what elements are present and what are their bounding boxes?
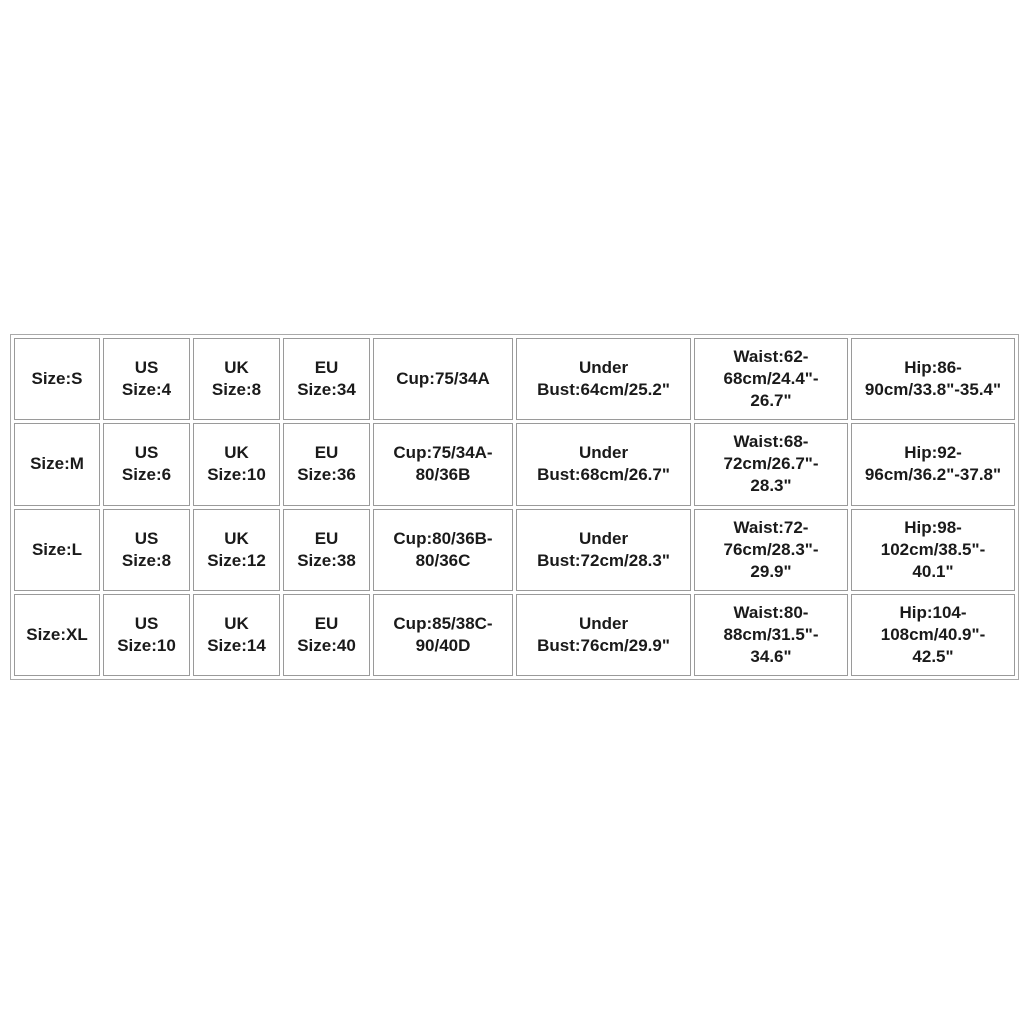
uk-size-cell: UK Size:8 — [193, 338, 280, 420]
table-row — [14, 423, 1015, 505]
cup-cell: Cup:75/34A- 80/36B — [373, 423, 513, 505]
under-bust-cell: Under Bust:68cm/26.7" — [516, 423, 691, 505]
hip-cell: Hip:86- 90cm/33.8"-35.4" — [851, 338, 1015, 420]
under-bust-cell: Under Bust:64cm/25.2" — [516, 338, 691, 420]
table-row — [14, 338, 1015, 420]
under-bust-cell: Under Bust:72cm/28.3" — [516, 509, 691, 591]
us-size-cell: US Size:6 — [103, 423, 190, 505]
size-label-cell: Size:S — [14, 338, 100, 420]
eu-size-cell: EU Size:40 — [283, 594, 370, 676]
uk-size-cell: UK Size:14 — [193, 594, 280, 676]
cup-cell: Cup:75/34A — [373, 338, 513, 420]
size-label-cell: Size:XL — [14, 594, 100, 676]
us-size-cell: US Size:4 — [103, 338, 190, 420]
size-label-cell: Size:M — [14, 423, 100, 505]
eu-size-cell: EU Size:38 — [283, 509, 370, 591]
hip-cell: Hip:92- 96cm/36.2"-37.8" — [851, 423, 1015, 505]
uk-size-cell: UK Size:10 — [193, 423, 280, 505]
waist-cell: Waist:72- 76cm/28.3"- 29.9" — [694, 509, 848, 591]
waist-cell: Waist:80- 88cm/31.5"- 34.6" — [694, 594, 848, 676]
us-size-cell: US Size:10 — [103, 594, 190, 676]
under-bust-cell: Under Bust:76cm/29.9" — [516, 594, 691, 676]
cup-cell: Cup:80/36B- 80/36C — [373, 509, 513, 591]
hip-cell: Hip:104- 108cm/40.9"- 42.5" — [851, 594, 1015, 676]
cup-cell: Cup:85/38C- 90/40D — [373, 594, 513, 676]
size-label-cell: Size:L — [14, 509, 100, 591]
us-size-cell: US Size:8 — [103, 509, 190, 591]
waist-cell: Waist:62- 68cm/24.4"- 26.7" — [694, 338, 848, 420]
size-chart-body — [14, 338, 1015, 676]
eu-size-cell: EU Size:36 — [283, 423, 370, 505]
uk-size-cell: UK Size:12 — [193, 509, 280, 591]
waist-cell: Waist:68- 72cm/26.7"- 28.3" — [694, 423, 848, 505]
eu-size-cell: EU Size:34 — [283, 338, 370, 420]
table-row — [14, 509, 1015, 591]
hip-cell: Hip:98- 102cm/38.5"- 40.1" — [851, 509, 1015, 591]
size-chart-table — [10, 334, 1019, 680]
table-row — [14, 594, 1015, 676]
